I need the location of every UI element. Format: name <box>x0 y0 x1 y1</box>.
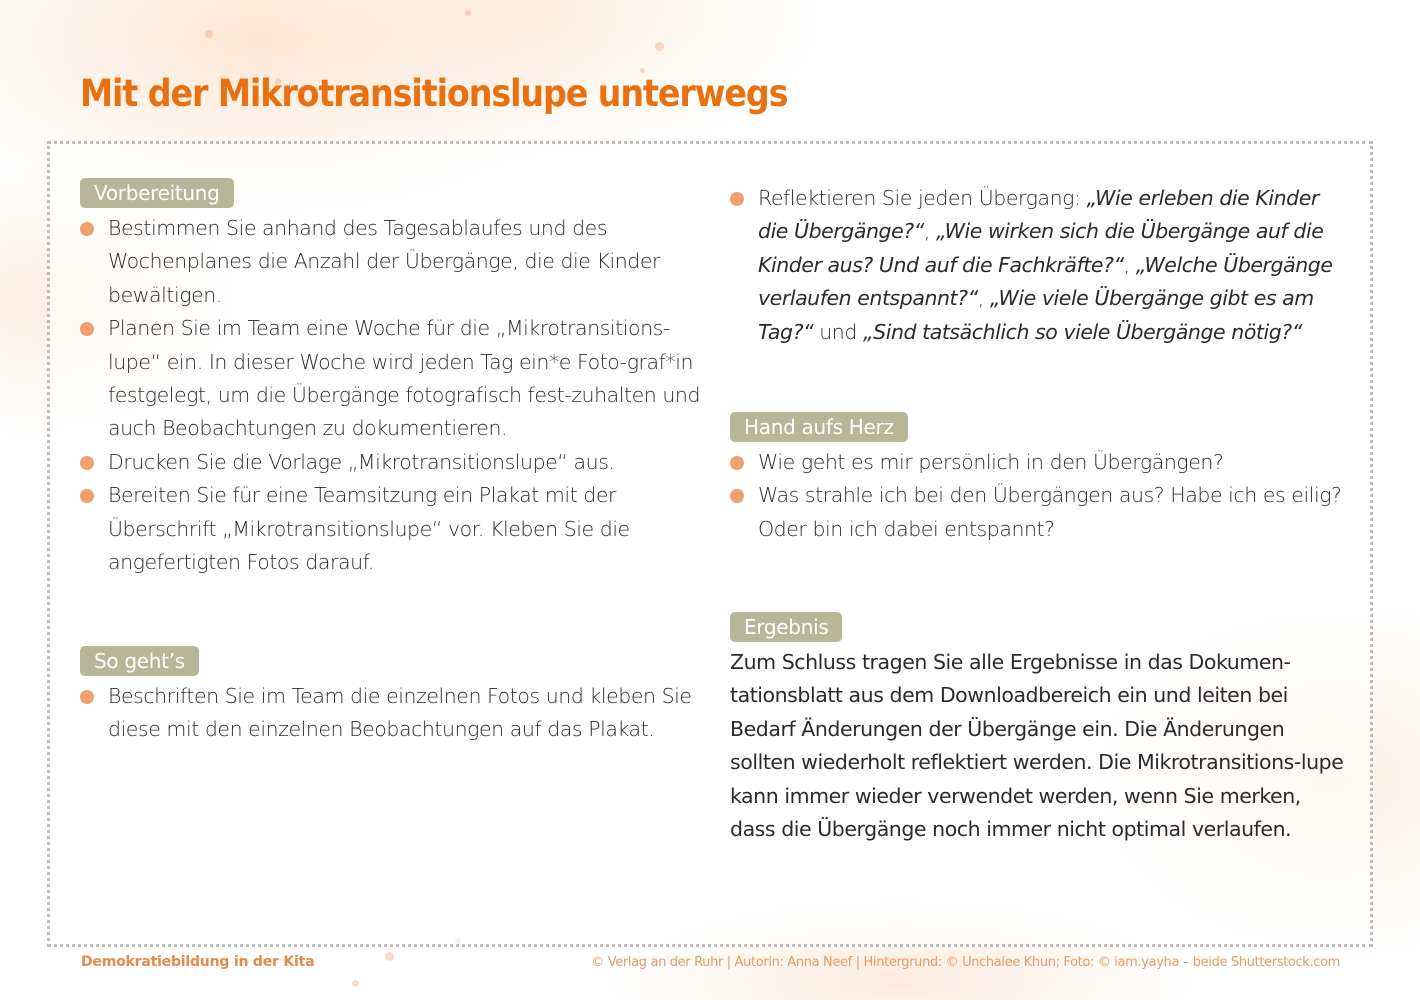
section-hand-aufs-herz <box>730 412 1350 546</box>
section-heading-badge: Ergebnis <box>730 612 842 642</box>
bullet-dot-icon <box>80 456 94 470</box>
list-item: Drucken Sie die Vorlage „Mikrotransitionslupe“ aus. <box>80 446 700 479</box>
section-so-gehts <box>80 646 700 747</box>
section-ergebnis <box>730 612 1350 846</box>
list-item: Wie geht es mir persönlich in den Übergängen? <box>730 446 1350 479</box>
footer-credits: © Verlag an der Ruhr | Autorin: Anna Neef | Hintergrund: © Unchalee Khun; Foto: © iam.yayha – beide Shutterstock.com <box>591 955 1340 970</box>
bullet-list <box>730 182 1350 349</box>
list-item: Beschriften Sie im Team die einzelnen Fotos und kleben Sie diese mit den einzelnen Beobachtungen auf das Plakat. <box>80 680 700 747</box>
bullet-dot-icon <box>730 192 744 206</box>
list-item: Planen Sie im Team eine Woche für die „Mikrotransitions-lupe“ ein. In dieser Woche wird jeden Tag ein*e Foto-graf*in festgelegt, um die Übergänge fotografisch fest-zuhalten und auch Beobachtungen zu dokumentieren. <box>80 312 700 446</box>
section-vorbereitung <box>80 178 700 579</box>
footer-series-title: Demokratiebildung in der Kita <box>81 954 315 970</box>
bullet-list <box>80 680 700 747</box>
bullet-dot-icon <box>80 222 94 236</box>
list-item: Bestimmen Sie anhand des Tagesablaufes und des Wochenplanes die Anzahl der Übergänge, die die Kinder bewältigen. <box>80 212 700 312</box>
bullet-dot-icon <box>80 489 94 503</box>
watercolor-speck <box>465 10 471 16</box>
section-heading-badge: Hand aufs Herz <box>730 412 908 442</box>
bullet-dot-icon <box>80 690 94 704</box>
list-item: Was strahle ich bei den Übergängen aus? Habe ich es eilig? Oder bin ich dabei entspannt? <box>730 479 1350 546</box>
section-reflect <box>730 182 1350 349</box>
page-title: Mit der Mikrotransitionslupe unterwegs <box>80 72 788 115</box>
section-heading-badge: So geht’s <box>80 646 199 676</box>
bullet-dot-icon <box>730 489 744 503</box>
bullet-list <box>80 212 700 579</box>
bullet-dot-icon <box>80 322 94 336</box>
result-paragraph: Zum Schluss tragen Sie alle Ergebnisse in das Dokumen-tationsblatt aus dem Downloadbereich ein und leiten bei Bedarf Änderungen der Übergänge ein. Die Änderungen sollten wiederholt reflektiert werden. Die Mikrotransitions-lupe kann immer wieder verwendet werden, wenn Sie merken, dass die Übergänge noch immer nicht optimal verlaufen. <box>730 650 1344 842</box>
watercolor-speck <box>655 42 664 51</box>
list-item: Reflektieren Sie jeden Übergang: „Wie erleben die Kinder die Übergänge?“, „Wie wirken sich die Übergänge auf die Kinder aus? Und auf die Fachkräfte?“, „Welche Übergänge verlaufen entspannt?“, „Wie viele Übergänge gibt es am Tag?“ und „Sind tatsächlich so viele Übergänge nötig?“ <box>730 182 1350 349</box>
watercolor-speck <box>385 952 394 961</box>
section-heading-badge: Vorbereitung <box>80 178 234 208</box>
list-item: Bereiten Sie für eine Teamsitzung ein Plakat mit der Überschrift „Mikrotransitionslupe“ vor. Kleben Sie die angefertigten Fotos darauf. <box>80 479 700 579</box>
watercolor-speck <box>205 30 213 38</box>
watercolor-speck <box>352 980 359 987</box>
bullet-dot-icon <box>730 456 744 470</box>
bullet-list <box>730 446 1350 546</box>
